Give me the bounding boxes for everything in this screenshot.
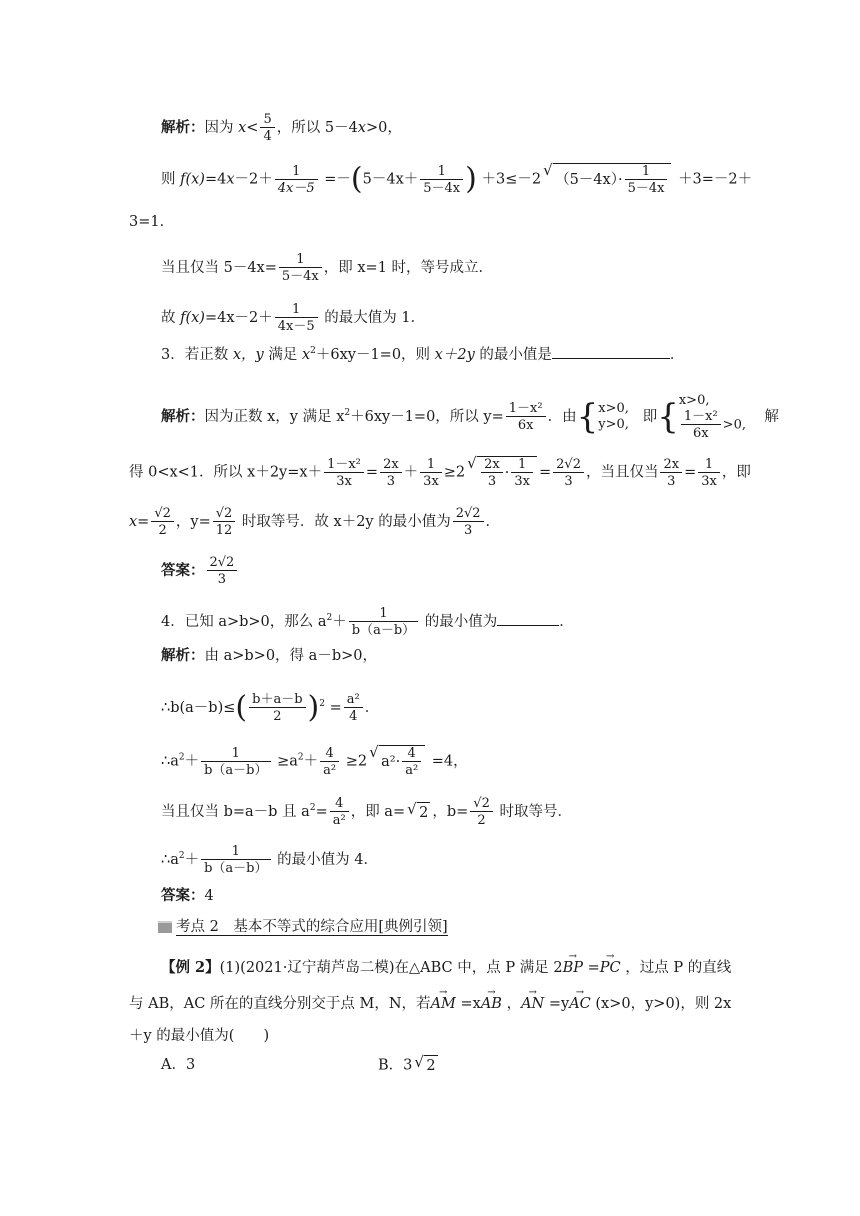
left-brace: { — [576, 397, 599, 437]
fraction-denominator: 4x－5 — [275, 317, 318, 334]
radical-sign: √ — [414, 1053, 424, 1071]
fraction-2root2-over-3 — [207, 555, 238, 587]
var-x: x — [226, 171, 235, 188]
text: ≥a — [277, 753, 298, 770]
text: 当且仅当 b=a－b 且 a — [161, 804, 310, 820]
example2-line2 — [129, 994, 731, 1014]
fraction-2x-over-3 — [380, 457, 402, 489]
fraction-numerator: b＋a－b — [252, 692, 303, 707]
text: = — [587, 960, 600, 976]
text: 故 — [161, 310, 176, 326]
text: 3=1． — [129, 214, 175, 230]
text: ，即 a= — [350, 804, 406, 820]
option-b[interactable] — [378, 1055, 440, 1076]
radical-sign: √ — [543, 161, 553, 179]
fraction-numerator: 1 — [292, 302, 301, 317]
radicand: 2 — [424, 1055, 437, 1076]
vector-ab: → AB — [481, 994, 502, 1014]
fraction-numerator: √2 — [215, 506, 233, 521]
text: ，过点 P 的直线 — [625, 960, 732, 976]
fraction-numerator: 4 — [325, 745, 334, 761]
fraction-numerator: 4 — [407, 746, 416, 761]
analysis3-line2 — [129, 456, 751, 489]
radical-sign: √ — [369, 743, 379, 761]
radicand — [379, 745, 425, 778]
example-tag: 【例 2】 — [161, 959, 220, 976]
text: ∴b(a－b)≤ — [161, 700, 236, 716]
text: = — [538, 464, 552, 481]
fraction-numerator: 1 — [231, 844, 240, 859]
left-paren: ( — [235, 690, 248, 725]
text: ＋ — [303, 753, 319, 770]
var-x: x — [357, 120, 366, 136]
fraction-5-4 — [260, 112, 274, 144]
text: = — [365, 464, 379, 481]
analysis4-line5: $\therefore a^2+$ $\frac{1}{b(a-b)}$ 的最小值为 4． — [161, 844, 378, 876]
fraction-numerator: 4 — [335, 796, 344, 811]
text: ＋3≤－2 — [481, 171, 542, 188]
fraction-2x-over-3 — [660, 457, 682, 489]
fraction-denominator: 12 — [213, 521, 236, 538]
radicand — [553, 163, 671, 196]
expr-x-2y: x＋2y — [434, 347, 475, 363]
text: 由 a>b>0，得 a－b>0， — [204, 648, 377, 664]
text: ， — [506, 996, 522, 1012]
fraction-denominator: 4x－5 — [275, 179, 318, 196]
fraction-1-over-3x — [420, 457, 442, 489]
radicand — [477, 456, 537, 489]
vars-xy: x，y — [232, 347, 264, 363]
fraction-denominator: 4 — [344, 707, 363, 724]
text: =4 — [204, 171, 227, 188]
option-a[interactable] — [161, 1055, 195, 1075]
analysis-label: 解析： — [161, 408, 205, 425]
option-a-label: A．3 — [161, 1057, 196, 1073]
fraction-denominator: 3 — [481, 472, 503, 489]
radicand: 2 — [417, 802, 430, 823]
fraction-numerator: 2√2 — [556, 456, 581, 472]
fraction-1-x2-over-6x — [506, 401, 546, 433]
text: 当且仅当 5－4x= — [161, 260, 277, 276]
fraction-numerator: 1 — [296, 252, 305, 267]
text: ≥2 — [345, 753, 368, 770]
sqrt-expression — [543, 163, 671, 196]
fraction-denominator: 2 — [151, 521, 174, 538]
fraction-denominator: b（a－b） — [201, 761, 270, 778]
answer-label: 答案： — [161, 562, 205, 579]
fraction-2root2-over-3 — [453, 506, 484, 538]
text: 时取等号．故 x＋2y 的最小值为 — [241, 514, 451, 530]
fraction-denominator: 2 — [470, 811, 493, 828]
text: a²· — [381, 754, 401, 770]
inequality-system-2 — [679, 393, 746, 441]
analysis4-line2 — [161, 692, 379, 724]
text: 因为正数 x，y 满足 x — [204, 409, 345, 425]
text: 满足 — [268, 347, 298, 363]
radical-sign: √ — [467, 454, 477, 472]
analysis1-line1 — [161, 112, 402, 144]
text: ＋6xy－1=0，所以 y= — [350, 409, 504, 425]
fraction-1-over-5-4x — [625, 164, 668, 196]
answer-value: 4 — [204, 888, 214, 904]
text: ＋6xy－1=0，则 — [315, 347, 431, 363]
analysis1-line2 — [161, 163, 752, 196]
section-title: 考点 2 基本不等式的综合应用[典例引领] — [176, 919, 448, 935]
vector-pc: → PC — [600, 958, 621, 978]
fraction-denominator: 2 — [249, 707, 305, 724]
dot: · — [504, 465, 510, 481]
text: （5－4x）· — [555, 172, 623, 188]
text: ，当且仅当 — [585, 464, 659, 481]
text: ＋y 的最小值为( ) — [129, 1028, 270, 1044]
inequality-system-1 — [598, 401, 629, 433]
analysis-label: 解析： — [161, 119, 205, 136]
vector-ac: → AC — [569, 994, 591, 1014]
fraction-1-over-5-4x — [279, 252, 322, 284]
right-paren: ) — [465, 161, 477, 197]
text: =y — [548, 996, 570, 1012]
fraction-numerator: 1 — [704, 456, 714, 472]
fraction-numerator: 1 — [426, 456, 436, 472]
fraction-denominator: b（a－b） — [349, 621, 418, 638]
fraction-1-over-3x — [511, 457, 533, 489]
fraction-numerator: 5 — [263, 112, 272, 127]
question-4: 4．已知 a>b>0，那么 $a^2+$ $\frac{1}{b(a-b)}$ 的最小值为 ． — [161, 606, 574, 638]
option-b-label: B．3 — [378, 1057, 413, 1074]
fraction-2root2-over-3 — [553, 457, 584, 489]
fraction-denominator: 3 — [453, 521, 484, 538]
text: ＋ — [184, 852, 200, 868]
fraction-numerator: 1 — [518, 457, 527, 472]
fraction-1-over-4x-5 — [275, 302, 318, 334]
fraction-denominator: 3 — [553, 472, 584, 489]
fraction-denominator: 3 — [380, 472, 402, 489]
fraction-4-over-a2 — [330, 796, 349, 828]
fraction-denominator: 3x — [698, 472, 720, 489]
text: (1)(2021·辽宁葫芦岛二模)在△ABC 中，点 P 满足 2 — [219, 960, 563, 976]
text: ，即 — [721, 464, 751, 481]
text: ． — [669, 347, 685, 363]
fraction-denominator: 3 — [660, 472, 682, 489]
fraction-b-a-b-over-2 — [249, 692, 305, 724]
text: ∴a — [161, 753, 179, 770]
text: ． — [485, 514, 501, 530]
fraction-denominator: 6x — [506, 416, 546, 433]
fraction-numerator: 2x — [663, 456, 680, 472]
var-x: x — [238, 120, 247, 136]
text: x= — [129, 514, 150, 530]
fraction-1-over-b-a-b — [201, 844, 270, 876]
fraction-4-over-a2 — [320, 746, 339, 778]
question-3: 3．若正数 x，y 满足 $x^2+6xy-1=0$，则 x＋2y 的最小值是 ． — [161, 346, 685, 363]
text: 5－4x＋ — [362, 171, 419, 188]
fraction-numerator: 1 — [379, 606, 388, 621]
text: 3．若正数 — [161, 347, 229, 363]
text: －2＋ — [234, 171, 273, 188]
text: >0, — [722, 417, 746, 433]
answer-4 — [161, 886, 214, 906]
fraction-denominator: a² — [330, 811, 349, 828]
fraction-root2-over-12 — [213, 506, 236, 538]
left-paren: ( — [350, 161, 363, 197]
analysis4-line4: 当且仅当 b=a－b 且 $a^2=$ $\frac{4}{\text{a²}}$ ，即 a= √ 2 ，b= $\frac{√2}{2}$ 时取等号． — [161, 796, 572, 828]
fraction-numerator: 2√2 — [209, 555, 235, 570]
text: 则 — [161, 171, 176, 188]
text: 与 AB，AC 所在的直线分别交于点 M，N，若 — [129, 996, 431, 1012]
radical-sign: √ — [407, 799, 417, 818]
fraction-root2-over-2 — [470, 796, 493, 828]
analysis1-line4 — [161, 252, 493, 284]
section-header — [158, 917, 448, 937]
function-fx: f(x) — [180, 171, 205, 188]
fraction-denominator: 3x — [324, 472, 364, 489]
fraction-root2-over-2 — [151, 506, 174, 538]
text: 的最小值为 4． — [277, 852, 378, 868]
fraction-denominator: a² — [402, 761, 421, 778]
fraction-denominator: 3x — [420, 472, 442, 489]
fraction-denominator: 6x — [681, 424, 721, 441]
fraction-1-over-b-a-b — [349, 606, 418, 638]
fraction-1-over-b-a-b — [201, 746, 270, 778]
text: =4x－2＋ — [204, 310, 273, 326]
fraction-1-over-3x — [698, 457, 720, 489]
function-fx: f(x) — [180, 310, 205, 326]
text: ＋ — [403, 464, 419, 481]
text: = — [684, 464, 697, 481]
fraction-1-x2-over-3x — [324, 457, 364, 489]
fraction-denominator: 5－4x — [625, 179, 668, 196]
sqrt-expression — [369, 745, 425, 778]
text: ∴a — [161, 852, 179, 868]
text: ． — [559, 614, 574, 630]
fraction-2x-over-3 — [481, 457, 503, 489]
sqrt-expression — [467, 456, 537, 489]
answer-blank[interactable] — [497, 611, 559, 626]
fraction-denominator: 3x — [511, 472, 533, 489]
fraction-numerator: 1 — [231, 745, 240, 761]
text: = — [329, 700, 342, 716]
text: ，即 x=1 时，等号成立． — [323, 260, 494, 276]
lt-sign: < — [246, 120, 259, 136]
text: 的最小值是 — [479, 347, 552, 363]
fraction-numerator: a² — [346, 692, 360, 707]
analysis-label: 解析： — [161, 647, 205, 664]
fraction-numerator: 1－x² — [327, 456, 361, 472]
exponent: 2 — [319, 699, 325, 709]
system-row: x>0, — [598, 401, 629, 416]
text: =4， — [431, 753, 468, 770]
text: ≥2 — [443, 464, 466, 481]
analysis4-line1 — [161, 646, 377, 666]
text: ．由 — [547, 409, 577, 425]
analysis3-line3 — [129, 506, 500, 538]
text: =x — [460, 996, 481, 1012]
text: ，所以 5－4 — [276, 120, 358, 136]
fraction-numerator: 1 — [292, 163, 301, 179]
text: 时取等号． — [499, 804, 572, 820]
fraction-1-over-4x-5 — [275, 164, 318, 196]
text: ，y= — [175, 514, 211, 530]
text: 得 0<x<1．所以 x＋2y=x＋ — [129, 464, 323, 481]
fraction-numerator: √2 — [473, 796, 490, 811]
fraction-4-over-a2 — [402, 746, 421, 778]
example2-line3 — [129, 1026, 269, 1046]
fraction-a2-over-4 — [344, 692, 363, 724]
text: ． — [364, 700, 380, 716]
fraction-numerator: √2 — [154, 506, 171, 521]
answer-label: 答案： — [161, 887, 205, 904]
sqrt-2 — [414, 1055, 437, 1076]
fraction-numerator: 1－x² — [683, 409, 718, 424]
fraction-numerator: 1 — [437, 163, 446, 179]
fraction-denominator: 3 — [207, 570, 238, 587]
left-brace: { — [657, 397, 679, 437]
fraction-1-over-5-4x — [420, 164, 463, 196]
text: (x>0，y>0)，则 2x — [595, 996, 732, 1012]
analysis1-line3 — [129, 212, 174, 232]
vector-bp: → BP — [563, 958, 583, 978]
text: ＋ — [184, 753, 200, 770]
text: 的最小值为 — [424, 614, 498, 630]
fraction-denominator: b（a－b） — [201, 859, 270, 876]
text: 4．已知 a>b>0，那么 a — [161, 614, 327, 630]
right-paren: ) — [307, 690, 320, 725]
sqrt-2 — [407, 799, 430, 823]
answer-3 — [161, 555, 239, 587]
fraction-numerator: 2x — [383, 456, 399, 472]
system-row: x>0, — [678, 393, 710, 408]
vector-am: → AM — [431, 994, 456, 1014]
fraction-1-x2-over-6x — [681, 409, 721, 441]
vector-an: → AN — [521, 994, 544, 1014]
fraction-denominator: 4 — [260, 127, 274, 144]
system-row — [679, 409, 746, 441]
fraction-denominator: 5－4x — [420, 179, 463, 196]
text: ＋ — [332, 614, 347, 630]
analysis3-line1: 解析：因为正数 x，y 满足 $x^2+6xy-1=0$，所以 y= $\frac{\text{1－x²}}{6x}$ ．由{ x>0, y>0, 即{ x>0, $\frac{\text{1－x²}}{6x}$ >0, 解 — [161, 393, 779, 441]
fraction-denominator: a² — [320, 761, 339, 778]
text: ，b= — [432, 804, 469, 820]
system-row: y>0, — [598, 417, 629, 432]
text: = — [315, 804, 328, 820]
section-marker-icon — [158, 921, 172, 933]
fraction-numerator: 2√2 — [455, 506, 481, 521]
analysis4-line3: $\therefore a^2+$ $\frac{1}{b(a-b)}$ $\ge a^2+$ $\frac{4}{\text{a²}}$ ≥2 √ a²· $\frac{4}{\text{a²}}$ =4， — [161, 743, 468, 778]
answer-blank[interactable] — [552, 344, 670, 359]
text: 解 — [764, 409, 779, 425]
text: 即 — [642, 409, 658, 425]
example2-line1 — [161, 958, 731, 978]
fraction-numerator: 1 — [641, 164, 651, 179]
fraction-denominator: 5－4x — [279, 267, 322, 284]
text: 的最大值为 1． — [324, 310, 426, 326]
fraction-numerator: 2x — [484, 457, 500, 472]
analysis1-line5 — [161, 302, 425, 334]
text: 因为 — [204, 120, 234, 136]
text: =－ — [324, 171, 351, 188]
text: >0， — [365, 120, 402, 136]
fraction-numerator: 1－x² — [508, 401, 543, 416]
var-x: x — [301, 347, 311, 363]
text: ＋3=－2＋ — [678, 171, 753, 188]
